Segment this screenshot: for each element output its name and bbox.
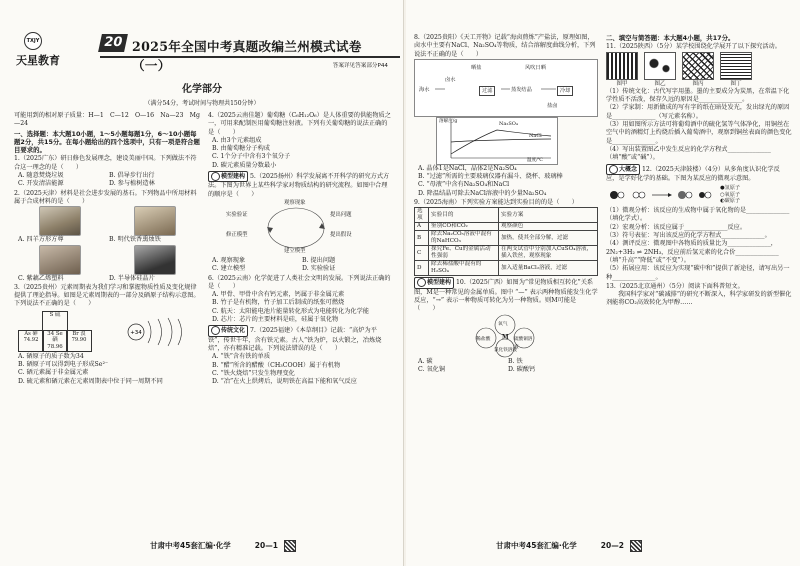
cycle-label-verify: 实验验证 [226, 211, 248, 218]
question-2 [14, 190, 200, 283]
question-8 [414, 34, 598, 198]
right-column-2 [606, 34, 792, 308]
q4-option-c[interactable]: C. 1个分子中含有3个氧分子 [212, 153, 291, 161]
q6-stem: 6.（2025云南）化学促进了人类社会文明的发展。下列说法正确的是 [208, 274, 391, 290]
process-label-sun: 晒盐 [471, 64, 482, 71]
q2-option-c[interactable]: C. 紫藕乙烯塑料 [18, 274, 64, 282]
q12-stem: 12.（2025天津鼓楼）（4分）从多角度认识化学反应，是学好化学的基础。下图为某反应的微观示意图。 [606, 165, 780, 182]
q12-tag-label: 大概念 [619, 165, 638, 173]
q3-option-d[interactable]: D. 硫元素和硒元素在元素周期表中位于同一周期不同 [18, 377, 163, 385]
q12-part-5: （5）拓展应用：该反应为实现“碳中和”提供了新途径，请写出另一种______________。 [606, 265, 790, 281]
q10-option-c[interactable]: C. 氧化铜 [418, 365, 446, 373]
q11-image-4 [720, 52, 752, 80]
q1-option-d[interactable]: D. 参与植树造林 [109, 180, 155, 188]
table-cell: B [415, 231, 429, 246]
q6-option-b[interactable]: B. 竹子是有机物，竹子加工后制成的纸张可燃烧 [212, 299, 345, 307]
table-cell: 加热，使其全部分解，过滤 [498, 231, 597, 246]
model-tag-icon [417, 278, 426, 287]
q11-caption-3: 图丙 [692, 80, 704, 87]
clover-center-m: M [502, 333, 509, 341]
q8-option-c[interactable]: C. “母液”中含有Na₂SO₄和NaCl [418, 181, 510, 189]
bronze-vessel-image [39, 206, 81, 236]
q11-caption-2: 图乙 [654, 80, 666, 87]
q3-option-b[interactable]: B. 硒原子可以得到电子形成Se²⁻ [18, 361, 109, 369]
q6-bracket: （ ） [214, 282, 239, 290]
q7-option-b[interactable]: B. “醋”所含的醋酸（CH₃COOH）属于有机物 [212, 361, 341, 369]
q4-option-b[interactable]: B. 由葡萄糖分子构成 [212, 145, 270, 153]
question-11 [606, 43, 792, 162]
question-12 [606, 164, 792, 282]
legend-oxygen: ○氧原子 [720, 191, 741, 198]
q11-part-2: （2）学家制：用新做成的写有字的纸在暗处发光，发出绿光的原因是______________（写元素名称）。 [606, 104, 790, 120]
right-footer [496, 540, 642, 552]
exam-info: （满分54分，考试时间与物理共150分钟） [144, 100, 260, 107]
q7-option-c[interactable]: C. “铁火烧焙”只发生物理变化 [212, 369, 295, 377]
question-3 [14, 284, 200, 386]
cycle-label-observe: 观察现象 [284, 199, 306, 206]
table-cell: C [415, 246, 429, 261]
process-label-brine: 卤水 [445, 76, 456, 83]
q11-part-1: （1）传统文化：古代写字用墨。墨的主要成分为炭黑，在常温下化学性质不活泼，保存久远的原因是______________。 [606, 87, 790, 104]
solubility-curve-chart [436, 117, 558, 165]
q2-bracket: （ ） [63, 197, 89, 205]
clover-label-hcl: 稀盐酸 [476, 336, 491, 342]
question-10 [414, 277, 598, 374]
q8-stem: 8.（2025贵阳）《天工开物》记载“海卤煎炼”产盐法，原理如图，卤水中主要有NaCl、Na₂SO₄等物质，结合溶解度曲线分析，下列说法不正确的是 [414, 34, 596, 58]
clover-label-cuso4: 硫酸铜溶液 [514, 336, 533, 350]
process-label-filter: 过滤 [479, 86, 495, 96]
q5-stem: 5.（2025扬州）科学发展离不开科学的研究方式方法。下图为世界上某些科学家对物质结构的研究流程。如图中合理的顺序是（ ） [208, 173, 390, 198]
brand-logo-icon: TXJY [24, 32, 42, 50]
table-cell: 除去稀盐酸中混有的H₂SO₄ [429, 261, 499, 276]
atomic-masses: 可能用到的相对原子质量：H—1 C—12 O—16 Na—23 Mg—24 [14, 112, 200, 128]
q3-option-c[interactable]: C. 硒元素属于非金属元素 [18, 369, 89, 377]
right-qr-icon [630, 540, 642, 552]
question-1 [14, 155, 200, 188]
q13-passage: 我国科学家对“碳减排”的研究不断深入，科学家研发的新型催化剂能将CO₂高效转化为甲醇…… [606, 291, 792, 307]
table-row[interactable] [415, 223, 598, 231]
q6-option-c[interactable]: C. 航天：太阳能电池片能量转化形式为电能转化为化学能 [212, 307, 369, 315]
question-9 [414, 199, 598, 276]
se-symbol: Se [55, 330, 63, 337]
q11-image-2 [644, 52, 676, 80]
q5-option-d[interactable]: D. 实验验证 [302, 265, 336, 273]
q11-caption-4: 图丁 [730, 80, 742, 87]
q4-stem: 4.（2025云南佳题）葡萄糖（C₆H₁₂O₆）是人体重要的供能物质之一，可用来配制医用葡萄糖注射液。下列有关葡萄糖的说法正确的是 [208, 112, 391, 136]
model-tag-icon [211, 172, 220, 181]
left-qr-icon [284, 540, 296, 552]
left-footer [150, 540, 296, 552]
legend-carbon: ◐碳原子 [720, 198, 741, 205]
exam-title: 2025年全国中考真题改编兰州模式试卷（一） [132, 39, 362, 73]
question-4 [208, 112, 392, 170]
section-2-heading: 二、填空与简答题：本大题4小题，共17分。 [606, 34, 735, 42]
se-mass: 78.96 [47, 343, 63, 350]
q8-process-diagram [414, 59, 598, 117]
q1-option-c[interactable]: C. 开发清洁能源 [18, 180, 64, 188]
q2-option-a[interactable]: A. 四羊方形方尊 [18, 236, 64, 244]
q12-reaction-diagram [606, 185, 792, 205]
concept-tag-icon [609, 165, 618, 174]
q11-image-row [606, 52, 792, 88]
q3-option-a[interactable]: A. 硒原子的质子数为34 [18, 352, 84, 360]
cycle-label-hypothesis: 提出假设 [330, 231, 352, 238]
answer-reference: 答案详见答案部分P44 [332, 63, 388, 69]
q4-option-a[interactable]: A. 由3个元素组成 [212, 136, 262, 144]
cycle-label-revise-model: 修正模型 [226, 231, 248, 238]
q5-option-b[interactable]: B. 提出问题 [302, 256, 336, 264]
selenium-cell [42, 330, 68, 352]
q8-option-a[interactable]: A. 晶体1是NaCl，晶体2是Na₂SO₄ [418, 164, 517, 172]
bromine-cell: Br 溴 79.90 [66, 330, 92, 352]
q9-bracket: （ ） [553, 199, 578, 207]
q11-caption-1: 图甲 [616, 80, 628, 87]
q11-stem: 11.（2025陕西）（5分）某学校围绕化学展开了以下探究活动。 [606, 43, 781, 51]
q11-image-1 [606, 52, 638, 80]
se-atomic-number: 34 [47, 330, 55, 337]
q9-header-option: 选项 [415, 208, 429, 223]
q3-stem: 3.（2025贵州）元素周期表为我们学习和掌握物质性质及变化规律提供了理论指导。如图是元素周期表的一部分及硒原子结构示意图。下列说法不正确的是 [14, 283, 200, 308]
q2-option-d[interactable]: D. 半导体硅晶片 [109, 274, 155, 282]
q2-option-b[interactable]: B. 明代铁香熏烛铁 [109, 236, 161, 244]
curve-x-label: 温度/℃ [527, 157, 543, 163]
process-label-evaporate: 蒸发结晶 [511, 86, 532, 93]
q11-part-3: （3）用如图所示方法可将葡萄酒中的硫化氢等气体净化，用铜丝在空气中的酒精灯上灼烧后插入葡萄酒中，观察到铜丝表面的颜色变化是______________。 [606, 121, 792, 145]
table-cell: D [415, 261, 429, 276]
curve-label-na2so4: Na₂SO₄ [499, 120, 518, 127]
table-row[interactable] [415, 261, 598, 276]
process-label-seawater: 海水 [419, 86, 430, 93]
right-column-1 [414, 34, 598, 374]
q10-option-a[interactable]: A. 碳 [418, 357, 433, 365]
q10-option-b[interactable]: B. 铁 [508, 357, 523, 365]
q5-tag [208, 171, 248, 182]
curve-label-nacl: NaCl [529, 132, 542, 139]
section-1-heading: 一、选择题：本大题10小题，1～5小题每题1分，6～10小题每题2分，共15分。在每小题给出的四个选项中，只有一项是符合题目要求的。 [14, 129, 200, 155]
q5-option-c[interactable]: C. 建立模型 [212, 265, 246, 273]
q7-bracket: （ ） [316, 344, 342, 352]
silicon-wafer-image [134, 245, 176, 275]
legend-hydrogen: ●氢原子 [720, 185, 741, 192]
table-cell: 加入适量BaCl₂溶液，过滤 [498, 261, 597, 276]
table-cell: 探究Fe、Cu的金属活动性强弱 [429, 246, 499, 261]
iron-incense-image [134, 206, 176, 236]
q5-option-a[interactable]: A. 观察现象 [212, 256, 246, 264]
q7-option-a[interactable]: A. “铁”含有铁的单质 [212, 353, 271, 361]
cycle-label-question: 提出问题 [330, 211, 352, 218]
question-7 [208, 325, 392, 386]
curve-y-label: 溶解度/g [439, 118, 458, 124]
q10-stem: 10.（2025广西）如图为“常见物质相互转化”关系图，M是一种常见的金属单质。图中 “—” 表示两种物质能发生化学反应，“→” 表示一种物质可转化为另一种物质。则M可能是 [414, 279, 598, 304]
table-cell: 除去Na₂CO₃溶液中混有的NaHCO₃ [429, 231, 499, 246]
question-5 [208, 171, 392, 273]
left-footer-text: 甘肃中考45套汇编·化学 [150, 541, 231, 550]
q9-header-plan: 实验方案 [498, 208, 597, 223]
se-name: 硒 [52, 337, 58, 344]
q12-part-3: （3）符号表征：写出该反应的化学方程式______________。 [606, 232, 771, 240]
cycle-label-build-model: 建立模型 [284, 247, 306, 254]
q8-option-d[interactable]: D. 降温结晶可除去NaCl溶液中的少量Na₂SO₄ [418, 189, 547, 197]
process-label-cool: 冷却 [557, 86, 573, 96]
q6-option-a[interactable]: A. 甲骨、甲骨中含有钙元素，钙属于非金属元素 [212, 291, 345, 299]
question-13 [606, 283, 792, 308]
q4-bracket: （ ） [214, 128, 239, 136]
culture-tag-icon [211, 326, 220, 335]
atom-nucleus-label: +34 [130, 329, 142, 336]
paper-number-badge: 20 [98, 34, 128, 52]
q5-cycle-diagram [208, 199, 392, 257]
q12-tag [606, 164, 640, 175]
q2-stem: 2.（2025天津）材料是社会进步发展的基石。下列物品中所用材料属于合成材料的是 [14, 189, 197, 205]
left-column-1 [14, 112, 200, 386]
q7-option-d[interactable]: D. “冶”在火上烘烤后，说明铁在高温下能和氧气反应 [212, 378, 357, 386]
q10-bracket: （ ） [414, 305, 439, 313]
sulfur-cell: S 硫 [49, 311, 61, 318]
q8-bracket: （ ） [457, 50, 483, 58]
table-row[interactable] [415, 231, 598, 246]
q9-stem: 9.（2025海南）下列实验方案能达到实验目的的是 [414, 199, 554, 207]
exam-header [14, 32, 394, 73]
q5-tag-label: 模型建构 [221, 173, 246, 181]
q10-option-d[interactable]: D. 碳酸钙 [508, 365, 536, 373]
process-label-wind: 风吹日晒 [525, 64, 546, 71]
q6-option-d[interactable]: D. 芯片：芯片的主要材料是硅，硅属于氧化物 [212, 316, 339, 324]
table-row[interactable] [415, 246, 598, 261]
q10-tag [414, 277, 454, 288]
clover-label-oxygen: 氧气 [498, 321, 508, 327]
q1-option-a[interactable]: A. 随意焚烧垃圾 [18, 172, 64, 180]
periodic-table-fragment [14, 311, 200, 351]
q11-part-4: （4）写出装置图乙中发生反应的化学方程式______________（填“酸”或“碱”）。 [606, 145, 771, 162]
arsenic-cell: As 砷 74.92 [18, 330, 44, 352]
table-cell: 观察颜色 [498, 223, 597, 231]
q8-option-b[interactable]: B. “过滤”所需的主要玻璃仪器有漏斗、烧杯、玻璃棒 [418, 173, 563, 181]
table-cell: 鉴别CO和CO₂ [429, 223, 499, 231]
selenium-atom-structure-diagram [124, 315, 194, 349]
q7-tag [208, 325, 248, 336]
q3-bracket: （ ） [69, 300, 95, 308]
title-divider [100, 56, 400, 58]
q1-stem: 1.（2025广东）研日修色发展理念，建设美丽中国。下列做法不符合这一理念的是 [14, 155, 197, 171]
table-cell: 在两支试管中分别加入CuSO₄溶液，插入铁丝，观察现象 [498, 246, 597, 261]
q13-stem: 13.（2025北京通州）（5分）阅读下面科普短文。 [606, 282, 744, 290]
process-label-bittern: 盐卤 [547, 102, 558, 109]
subject-title: 化学部分 [182, 84, 222, 95]
q1-option-b[interactable]: B. 倡导步行出行 [109, 172, 155, 180]
q12-part-2: （2）宏观分析：该反应属于______________反应。 [606, 223, 747, 231]
molecule-reaction-diagram [606, 185, 716, 205]
right-page [406, 0, 800, 566]
q4-option-d[interactable]: D. 碳元素质量分数最小 [212, 161, 277, 169]
q10-tag-label: 模型建构 [427, 279, 452, 287]
q10-clover-diagram [414, 314, 598, 358]
brand-name: 天星教育 [16, 54, 60, 67]
q1-bracket: （ ） [57, 163, 83, 171]
q9-experiment-table [414, 207, 598, 276]
q11-image-3 [682, 52, 714, 80]
q12-part-1: （1）微观分析：该反应的生成物中属于氧化物的是______________（填化学式）。 [606, 207, 790, 223]
left-column-2 [208, 112, 392, 386]
right-page-number: 20—2 [600, 541, 624, 550]
left-page-number: 20—1 [254, 541, 278, 550]
question-6 [208, 275, 392, 325]
q7-stem: 7.（2025福建）《本草纲目》记载：“高炉为平铁”，传世千年，含有铁元素。古人“铁为炉，以火锻之，冶炼烧焙”，亦有精准记载。下列说法错误的是 [208, 327, 382, 352]
q9-header-goal: 实验目的 [429, 208, 499, 223]
right-footer-text: 甘肃中考45套汇编·化学 [496, 541, 577, 550]
table-cell: A [415, 223, 429, 231]
plastic-item-image [39, 245, 81, 275]
clover-label-fecl3: 氯化铁溶液 [494, 347, 517, 353]
q7-tag-label: 传统文化 [221, 327, 246, 335]
q12-part-4: （4）测评反应：微观图中各物质的质量比为______________，2N₂+3H₂ ⇌ 2NH₃，反应前后氢元素的化合价______________（填“升高”“降低”或“不变”）。 [606, 240, 779, 264]
